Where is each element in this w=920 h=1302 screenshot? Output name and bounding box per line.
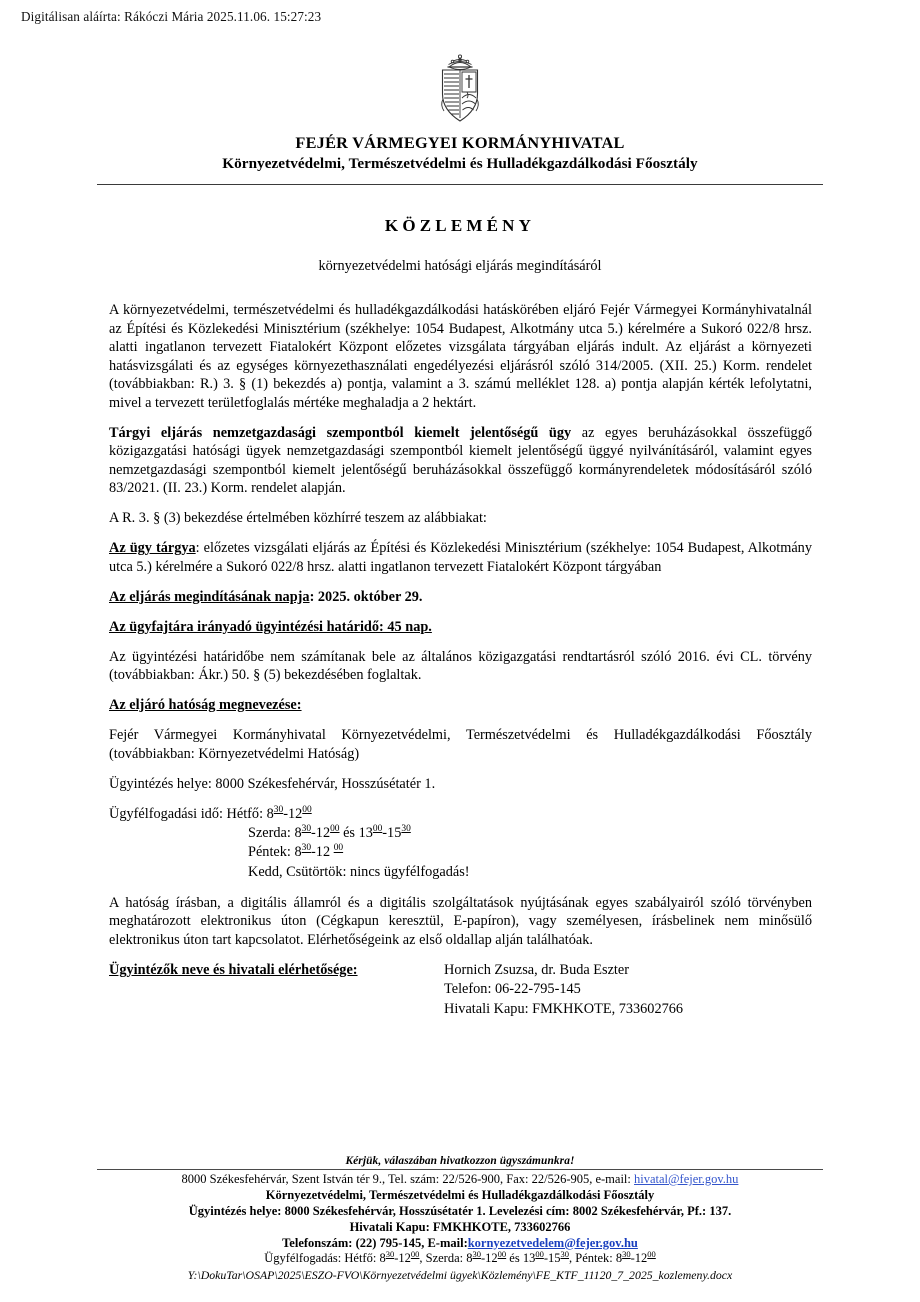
footer-file-path: Y:\DokuTar\OSAP\2025\ESZO-FVO\Környezetvédelmi ügyek\Közlemény\FE_KTF_11120_7_2025_kozlemeny.docx bbox=[187, 1268, 733, 1283]
monday-hour-end: -12 bbox=[283, 805, 303, 822]
paragraph-intro: A környezetvédelmi, természetvédelmi és hulladékgazdálkodási hatáskörében eljáró Fejér Vármegyei Kormányhivatalnál az Építési és Közlekedési Minisztérium (székhelye: 1054 Budapest, Alkotmány utca 5.) kérelmére a Sukoró 022/8 hrsz. alatti ingatlanon tervezett Fiatalokért Központ előzetes vizsgálata tárgyában eljárás indult. Az eljárást a környezeti hatásvizsgálati és az egységes környezethasználati engedélyezési eljárásról szóló 314/2005. (XII. 25.) Korm. rendelet (továbbiakban: R.) 3. § (1) bekezdés a) pontja, valamint a 3. számú melléklet 128. a) pontja alapján kérték lefolytatni, mivel a tervezett területfoglalás mértéke meghaladja a 2 hektárt. bbox=[109, 302, 812, 411]
organization-name: FEJÉR VÁRMEGYEI KORMÁNYHIVATAL bbox=[295, 133, 625, 152]
page-subtitle: környezetvédelmi hatósági eljárás megindításáról bbox=[318, 258, 602, 274]
digital-signature-stamp: Digitálisan aláírta: Rákóczi Mária 2025.11.06. 15:27:23 bbox=[21, 9, 322, 24]
paragraph-communication: A hatóság írásban, a digitális államról és a digitális szolgáltatások nyújtásának egyes szabályairól szóló törvényben meghatározott elektronikus úton (Cégkapun keresztül, E-papíron), vagy személyesen, írásbelinek nem minősülő elektronikus úton tart kapcsolatot. Elérhetőségeink az első oldallap alján találhatóak. bbox=[109, 894, 812, 948]
footer-phone-text: Telefonszám: (22) 795-145, E-mail: bbox=[282, 1235, 468, 1250]
priority-rest: az egyes beruházásokkal összefüggő közigazgatási hatósági ügyek nemzetgazdasági szempontból kiemelt jelentőségű üggyé nyilvánításáról, valamint egyes nemzetgazdasági szempontból kiemelt jelentőségű beruházásokkal összefüggő kormányrendeletek módosításáról szóló 83/2021. (II. 23.) Korm. rendelet alapján. bbox=[109, 424, 812, 496]
case-handler-phone: Telefon: 06-22-795-145 bbox=[444, 981, 581, 998]
page-footer bbox=[97, 1155, 823, 1284]
footer-fri-end: -12 bbox=[630, 1251, 648, 1266]
case-subject-label: Az ügy tárgya bbox=[109, 540, 196, 556]
office-hours-lead: Ügyfélfogadási idő: Hétfő: bbox=[109, 805, 267, 822]
fri-min-end: 00 bbox=[333, 843, 344, 854]
case-handler-portal: Hivatali Kapu: FMKHKOTE, 733602766 bbox=[444, 1000, 684, 1017]
case-handlers-block bbox=[109, 961, 812, 1019]
footer-fri-start: 8 bbox=[615, 1251, 623, 1266]
friday-label: Péntek: bbox=[248, 844, 295, 861]
footer-address-text: 8000 Székesfehérvár, Szent István tér 9., Tel. szám: 22/526-900, Fax: 22/526-905, e-mail: bbox=[181, 1172, 635, 1186]
footer-address-line bbox=[97, 1172, 823, 1188]
office-hours-wednesday bbox=[109, 824, 812, 843]
footer-wed-start2-min: 00 bbox=[535, 1249, 544, 1260]
monday-min-start: 30 bbox=[273, 804, 284, 815]
footer-wed-start: 8 bbox=[466, 1251, 473, 1266]
paragraph-deadline bbox=[109, 618, 812, 637]
priority-lead: Tárgyi eljárás nemzetgazdasági szempontból kiemelt jelentőségű ügy bbox=[109, 424, 572, 441]
footer-portal: Hivatali Kapu: FMKHKOTE, 733602766 bbox=[349, 1219, 571, 1234]
authority-label: Az eljáró hatóság megnevezése: bbox=[109, 697, 302, 713]
footer-phone-email-line bbox=[97, 1236, 823, 1252]
footer-wed-end: -12 bbox=[480, 1251, 498, 1266]
fri-hour-end: -12 bbox=[311, 844, 334, 861]
coat-of-arms-container bbox=[0, 52, 920, 129]
footer-hours-lead: Ügyfélfogadás: Hétfő: bbox=[264, 1251, 380, 1266]
office-hours-closed: Kedd, Csütörtök: nincs ügyfélfogadás! bbox=[248, 863, 470, 880]
footer-wed-label: , Szerda: bbox=[419, 1251, 467, 1266]
footer-mon-end: -12 bbox=[394, 1251, 411, 1266]
footer-wed-start2: és 13 bbox=[506, 1251, 536, 1266]
wed-min-start: 30 bbox=[301, 824, 312, 835]
start-date-label: Az eljárás megindításának napja bbox=[109, 588, 310, 605]
fri-min-start: 30 bbox=[301, 843, 312, 854]
hungarian-coat-of-arms-icon bbox=[431, 52, 489, 124]
footer-wed-end2: -15 bbox=[543, 1251, 561, 1266]
footer-office-hours bbox=[97, 1251, 823, 1267]
wed-min-end: 00 bbox=[330, 824, 340, 835]
deadline-label: Az ügyfajtára irányadó ügyintézési határidő: 45 nap. bbox=[109, 618, 432, 635]
wednesday-label: Szerda: bbox=[248, 824, 295, 841]
wed-hour-start2: és 13 bbox=[339, 824, 373, 841]
footer-mon-start: 8 bbox=[379, 1251, 386, 1266]
office-hours-friday bbox=[109, 843, 812, 862]
fri-hour-start: 8 bbox=[294, 844, 302, 861]
paragraph-authority-name: Fejér Vármegyei Kormányhivatal Környezetvédelmi, Természetvédelmi és Hulladékgazdálkodási Főosztály (továbbiakban: Környezetvédelmi Hatóság) bbox=[109, 727, 812, 762]
case-handler-names: Hornich Zsuzsa, dr. Buda Eszter bbox=[444, 961, 630, 978]
footer-mon-end-min: 00 bbox=[410, 1249, 420, 1260]
wed-min-start2: 00 bbox=[372, 824, 383, 835]
paragraph-priority-project bbox=[109, 424, 812, 498]
footer-email-link-kornyezetvedelem[interactable]: kornyezetvedelem@fejer.gov.hu bbox=[467, 1235, 638, 1250]
footer-fri-label: , Péntek: bbox=[569, 1251, 616, 1266]
footer-wed-end-min: 00 bbox=[497, 1249, 507, 1260]
office-hours-block bbox=[109, 805, 812, 883]
footer-email-link-hivatal[interactable]: hivatal@fejer.gov.hu bbox=[634, 1172, 739, 1186]
wed-hour-end: -12 bbox=[311, 824, 331, 841]
header-divider bbox=[97, 184, 823, 185]
wed-hour-start: 8 bbox=[294, 824, 302, 841]
footer-fri-end-min: 00 bbox=[647, 1249, 656, 1260]
footer-reference-note: Kérjük, válaszában hivatkozzon ügyszámunkra! bbox=[345, 1155, 575, 1167]
wed-hour-end2: -15 bbox=[382, 824, 402, 841]
header-titles bbox=[95, 133, 825, 174]
start-date-value: : 2025. október 29. bbox=[309, 588, 423, 605]
monday-min-end: 00 bbox=[302, 804, 312, 815]
footer-divider bbox=[97, 1169, 823, 1170]
paragraph-deadline-note: Az ügyintézési határidőbe nem számítanak bele az általános közigazgatási rendtartásról szóló 2016. évi CL. törvény (továbbiakban: Ákr.) 50. § (5) bekezdésében foglaltak. bbox=[109, 648, 812, 683]
footer-fri-start-min: 30 bbox=[622, 1249, 631, 1260]
case-handlers-values bbox=[444, 961, 683, 1019]
department-name: Környezetvédelmi, Természetvédelmi és Hulladékgazdálkodási Főosztály bbox=[222, 154, 698, 172]
paragraph-authority-heading bbox=[109, 696, 812, 715]
wed-min-end2: 30 bbox=[401, 824, 411, 835]
paragraph-office-location: Ügyintézés helye: 8000 Székesfehérvár, Hosszúsétatér 1. bbox=[109, 775, 436, 792]
footer-mon-start-min: 30 bbox=[385, 1249, 395, 1260]
page-title: KÖZLEMÉNY bbox=[384, 216, 536, 235]
footer-wed-start-min: 30 bbox=[472, 1249, 481, 1260]
monday-hour-start: 8 bbox=[266, 805, 274, 822]
document-body bbox=[109, 301, 812, 1019]
paragraph-start-date bbox=[109, 588, 812, 607]
case-subject-value: : előzetes vizsgálati eljárás az Építési és Közlekedési Minisztérium (székhelye: 1054 Budapest, Alkotmány utca 5.) kérelmére a Sukoró 022/8 hrsz. alatti ingatlanon tervezett Fiatalokért Központ tárgyában bbox=[109, 540, 812, 575]
office-hours-monday bbox=[109, 805, 812, 824]
footer-wed-end2-min: 30 bbox=[560, 1249, 569, 1260]
paragraph-public-notice: A R. 3. § (3) bekezdése értelmében közhírré teszem az alábbiakat: bbox=[109, 510, 487, 526]
paragraph-case-subject bbox=[109, 539, 812, 576]
case-handlers-label: Ügyintézők neve és hivatali elérhetősége: bbox=[109, 961, 358, 978]
footer-department: Környezetvédelmi, Természetvédelmi és Hulladékgazdálkodási Főosztály bbox=[265, 1187, 655, 1202]
footer-office-location: Ügyintézés helye: 8000 Székesfehérvár, Hosszúsétatér 1. Levelezési cím: 8002 Székesfehérvár, Pf.: 137. bbox=[188, 1203, 732, 1218]
